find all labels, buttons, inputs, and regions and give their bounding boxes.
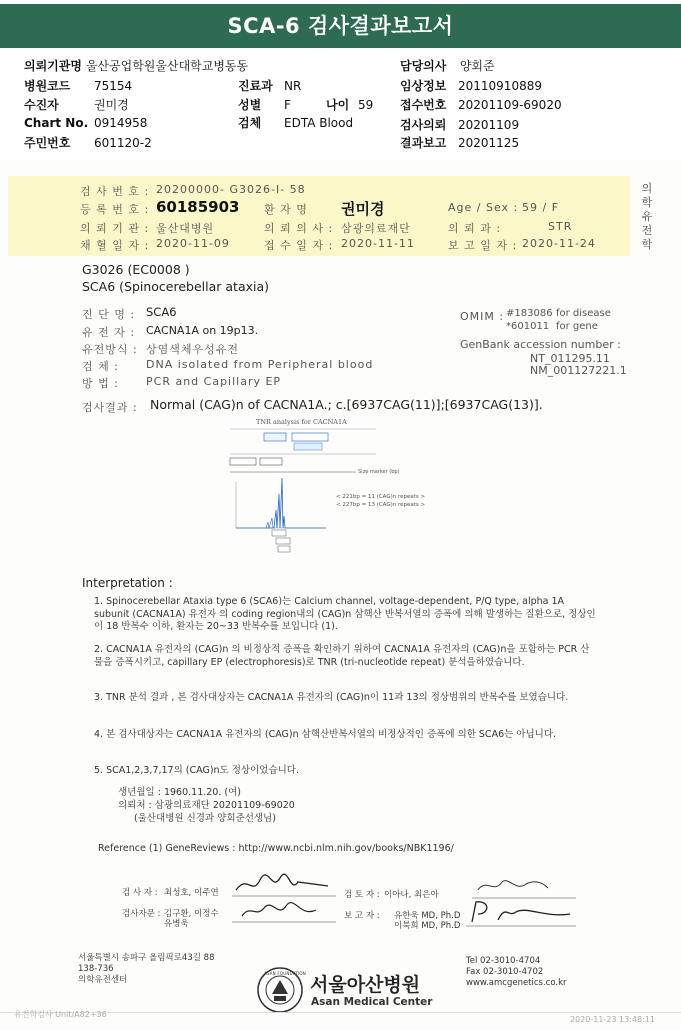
result-label: 검사결과 : (82, 401, 138, 414)
interpretation-p2: 2. CACNA1A 유전자의 (CAG)n 의 비정상적 증폭을 확인하기 위하여 CACNA1A 유전자의 (CAG)n을 포함하는 PCR 산물을 증폭시키고, capillary EP (electrophoresis)로 TNR (tri-nucleotide repeat) 분석을하였습니다. (94, 644, 590, 668)
report-value-scan: 2020-11-24 (522, 237, 596, 250)
method-label: 방 법 : (82, 377, 119, 390)
reporter-value: 유한욱 MD, Ph.D (394, 911, 461, 921)
doctor-label: 담당의사 (400, 59, 447, 73)
doctor-value: 양회준 (459, 59, 495, 73)
interpretation-p3: 3. TNR 분석 결과 , 본 검사대상자는 CACNA1A 유전자의 (CAG)n이 11과 13의 정상범위의 반복수를 보였습니다. (94, 692, 569, 703)
genbank-label: GenBank accession number : (460, 338, 621, 351)
patient-label: 환 자 명 (264, 203, 308, 216)
clinical-label: 임상정보 (400, 79, 447, 93)
report-label-scan: 보 고 일 자 : (448, 239, 518, 252)
omim-label: OMIM : (460, 310, 505, 323)
examinee-label: 수진자 (24, 98, 59, 112)
resident-label: 주민번호 (24, 136, 71, 150)
examinee-value: 권미경 (94, 98, 129, 112)
hospital-name-ko: 서울아산병원 (310, 974, 421, 996)
sex-value: F (284, 98, 291, 112)
website: www.amcgenetics.co.kr (466, 978, 567, 988)
institution-label: 의뢰기관명 (24, 59, 82, 73)
address-line-3: 의학유전센터 (78, 975, 128, 985)
omim-gene-note: for gene (556, 321, 598, 332)
patient-value: 권미경 (341, 200, 385, 218)
recv-value: 2020-11-11 (341, 237, 415, 250)
inst-label: 의 뢰 기 관 : (80, 222, 150, 235)
examiner-signature (228, 872, 338, 898)
omim-gene: *601011 (506, 321, 550, 332)
hospital-code-value: 75154 (94, 79, 133, 93)
resp-signature (228, 898, 338, 924)
figure-caption-1: < 221bp = 11 (CAG)n repeats > (336, 494, 426, 500)
age-label: 나이 (326, 98, 350, 112)
unit-code: 유전학검사 Unit/A82+36 (14, 1010, 107, 1019)
inherit-value: 상염색체우성유전 (146, 343, 240, 356)
req-dept-label: 의 뢰 과 : (448, 222, 502, 235)
interpretation-p4: 4. 본 검사대상자는 CACNA1A 유전자의 (CAG)n 삼핵산반복서열의 비정상적인 증폭에 의한 SCA6는 아닙니다. (94, 729, 557, 740)
tel: Tel 02-3010-4704 (466, 956, 541, 966)
figure-caption-2: < 227bp = 13 (CAG)n repeats > (336, 502, 426, 508)
reference: Reference (1) GeneReviews : http://www.ncbi.nlm.nih.gov/books/NBK1196/ (98, 843, 454, 854)
reviewer-signature (468, 874, 578, 900)
size-marker-label: Size marker (bp) (358, 469, 400, 475)
gene-label: 유 전 자 : (82, 326, 136, 339)
exam-no-value: 20200000- G3026-I- 58 (156, 183, 306, 196)
inherit-label: 유전방식 : (82, 343, 138, 356)
resp-value: 김구환, 이정수 (164, 909, 219, 919)
inst-value: 울산대병원 (156, 222, 215, 235)
seal-text: ASAN FOUNDATION (264, 971, 306, 976)
reviewer-label: 검 토 자 : (344, 890, 380, 900)
vertical-dept-text: 의학유전학 (641, 182, 653, 251)
age-sex-value: 59 / F (522, 201, 560, 214)
institution-value: 울산공업학원울산대학교병동동 (85, 59, 249, 73)
examiner-value: 최성호, 이주연 (164, 888, 219, 898)
report-title: SCA-6 검사결과보고서 (0, 4, 681, 48)
collect-value: 2020-11-09 (156, 237, 230, 250)
dept-label: 진료과 (238, 79, 273, 93)
genbank-2: NM_001127221.1 (530, 364, 627, 377)
interpretation-p1: 1. Spinocerebellar Ataxia type 6 (SCA6)는 Calcium channel, voltage-dependent, P/Q type, alpha 1A subunit (CACNA1A) 유전자 의 coding region내의 (CAG)n 삼핵산 반복서열의 증폭에 의해 발생하는 질환으로, 정상인이 18 반복수 이하, 환자는 20~33 반복수를 보입니다 (1). (94, 596, 596, 632)
interpretation-title: Interpretation : (82, 576, 173, 590)
specimen-value-scan: DNA isolated from Peripheral blood (146, 358, 374, 371)
reporter-signature (462, 898, 578, 928)
sex-label: 성별 (238, 98, 262, 112)
age-value: 59 (358, 98, 374, 112)
receipt-label: 접수번호 (400, 98, 447, 112)
clinical-value: 20110910889 (458, 79, 542, 93)
specimen-label-scan: 검 체 : (82, 360, 119, 373)
interpretation-p5: 5. SCA1,2,3,7,17의 (CAG)n도 정상이었습니다. (94, 765, 300, 776)
diag-value: SCA6 (146, 305, 177, 319)
resp-label: 검사자문 : (122, 909, 161, 919)
result-value: Normal (CAG)n of CACNA1A.; c.[6937CAG(11)];[6937CAG(13)]. (150, 397, 543, 412)
diag-label: 진 단 명 : (82, 308, 136, 321)
test-name: SCA6 (Spinocerebellar ataxia) (82, 279, 270, 294)
fax: Fax 02-3010-4702 (466, 967, 544, 977)
resp-value-2: 유병욱 (164, 919, 189, 929)
reporter-value-2: 이북희 MD, Ph.D (394, 921, 461, 931)
specimen-label: 검체 (238, 116, 262, 130)
requester: 의뢰처 : 삼광의료재단 20201109-69020 (118, 800, 295, 811)
chart-value: 0914958 (94, 116, 148, 130)
exam-no-label: 검 사 번 호 : (80, 185, 150, 198)
omim-disease-note: for disease (556, 308, 611, 319)
collect-label: 채 혈 일 자 : (80, 239, 150, 252)
reviewer-value: 이아나, 최은아 (384, 890, 439, 900)
resident-value: 601120-2 (94, 136, 152, 150)
reg-no-label: 등 록 번 호 : (80, 203, 150, 216)
genbank-1: NT_011295.11 (530, 352, 610, 365)
birth-date: 생년월일 : 1960.11.20. (여) (118, 787, 241, 798)
age-sex-label: Age / Sex : (448, 201, 519, 214)
figure-title: TNR analysis for CACNA1A (256, 418, 347, 426)
print-stamp: 2020-11-23 13:48:11 (570, 1015, 655, 1024)
omim-disease: #183086 (506, 308, 553, 319)
req-doc-label: 의 뢰 의 사 : (264, 222, 334, 235)
req-doc-value: 삼광의료재단 (341, 222, 411, 235)
req-dept-value: STR (548, 220, 573, 233)
reg-no-value: 60185903 (156, 198, 240, 216)
recv-label: 접 수 일 자 : (264, 239, 334, 252)
method-value: PCR and Capillary EP (146, 375, 282, 388)
reporter-label: 보 고 자 : (344, 911, 380, 921)
hospital-code-label: 병원코드 (24, 79, 71, 93)
request-label: 검사의뢰 (400, 118, 447, 132)
tnr-figure (226, 418, 426, 558)
receipt-value: 20201109-69020 (458, 98, 562, 112)
hospital-name-en: Asan Medical Center (311, 996, 433, 1008)
test-code: G3026 (EC0008 ) (82, 262, 190, 277)
gene-value: CACNA1A on 19p13. (146, 324, 259, 337)
address-line-1: 서울특별시 송파구 올림픽로43길 88 (78, 953, 215, 963)
examiner-label: 검 사 자 : (122, 888, 158, 898)
address-line-2: 138-736 (78, 964, 114, 974)
chart-label: Chart No. (24, 116, 89, 130)
report-date-label: 결과보고 (400, 136, 447, 150)
tnr-electropherogram (226, 418, 426, 558)
requester-detail: (울산대병원 신경과 양회준선생님) (134, 813, 276, 824)
request-value: 20201109 (458, 118, 520, 132)
specimen-value: EDTA Blood (284, 116, 354, 130)
report-date-value: 20201125 (458, 136, 520, 150)
dept-value: NR (284, 79, 302, 93)
